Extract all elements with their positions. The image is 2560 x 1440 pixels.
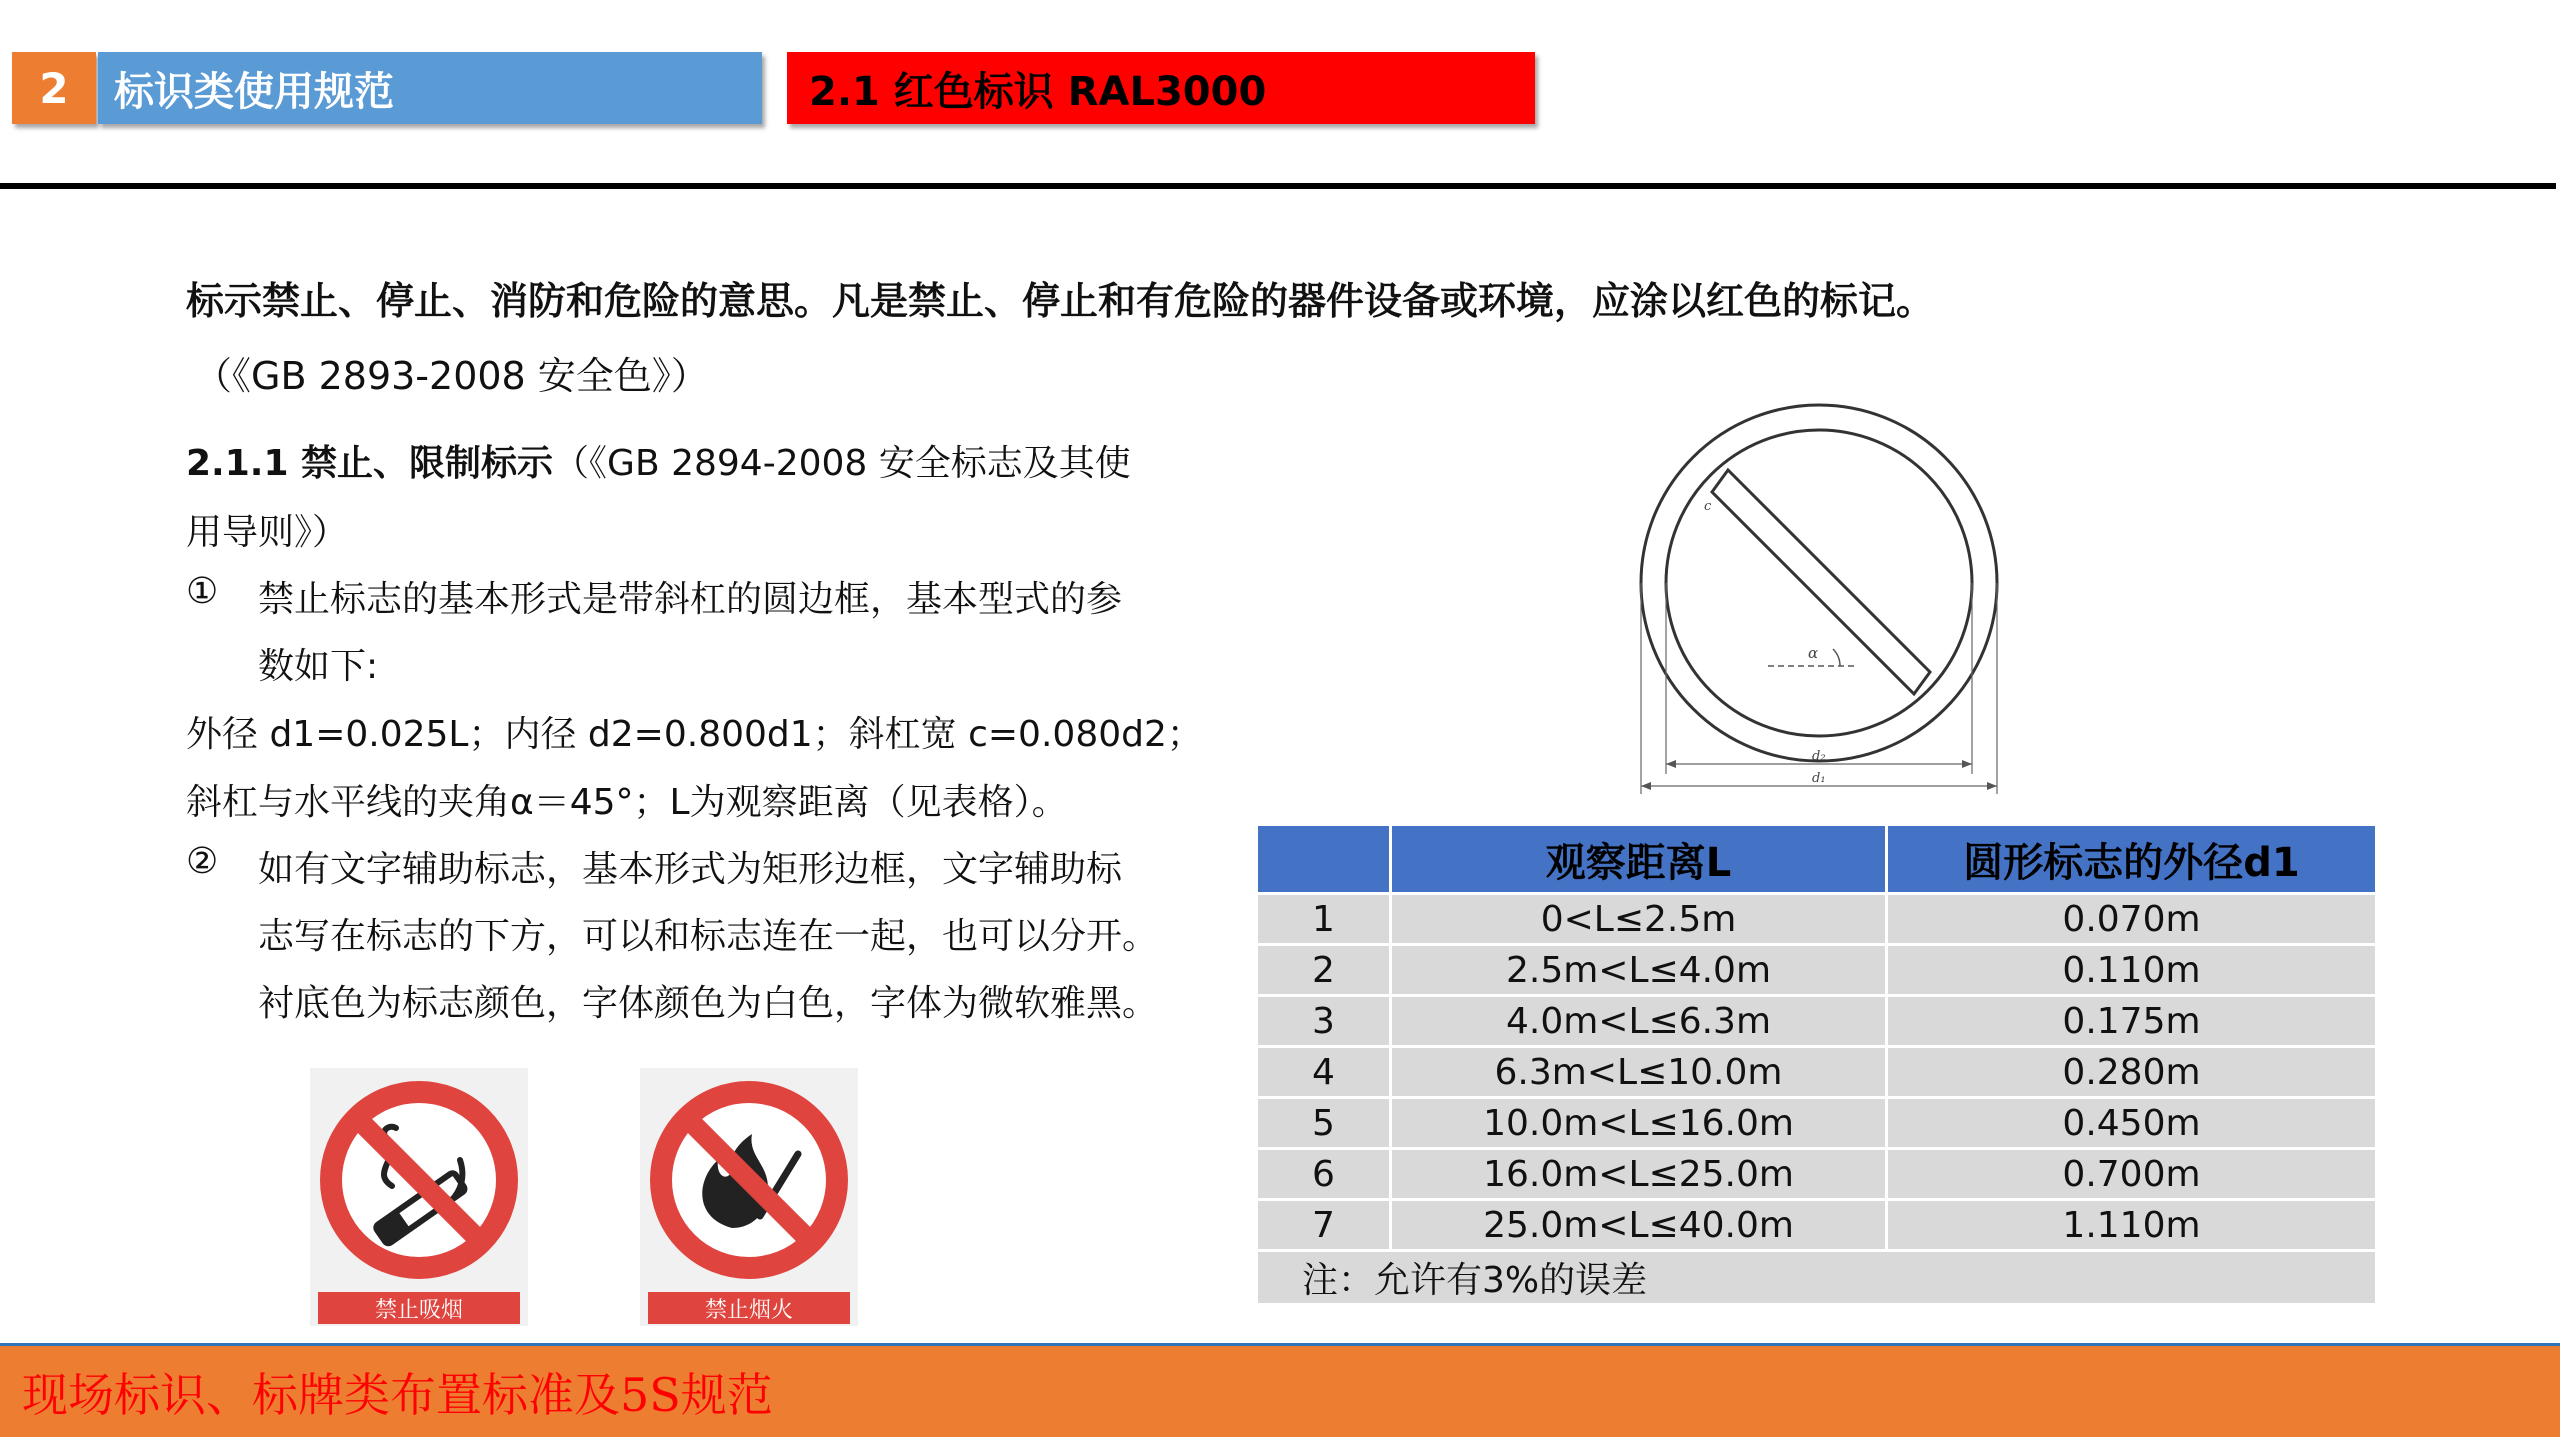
table-cell-distance: 10.0m<L≤16.0m [1391,1098,1887,1149]
item2-line1: 如有文字辅助标志，基本形式为矩形边框，文字辅助标 [258,849,1123,890]
table-cell-index: 4 [1257,1047,1391,1098]
table-cell-diameter: 0.700m [1887,1149,2377,1200]
table-cell-diameter: 0.110m [1887,945,2377,996]
item2-line2: 志写在标志的下方，可以和标志连在一起，也可以分开。 [258,916,1159,957]
table-cell-distance: 16.0m<L≤25.0m [1391,1149,1887,1200]
item1-marker: ① [186,571,219,612]
table-cell-index: 2 [1257,945,1391,996]
table-cell-index: 3 [1257,996,1391,1047]
item1-line2: 数如下: [258,646,379,687]
subsection-title: 2.1 红色标识 RAL3000 [787,52,1535,124]
table-cell-diameter: 0.175m [1887,996,2377,1047]
table-row [1257,894,2377,945]
table-row [1257,1149,2377,1200]
item2-marker: ② [186,841,219,882]
table-row [1257,1200,2377,1251]
label-d2: d₂ [1812,749,1826,764]
content-heading [186,435,1131,486]
section-number-badge: 2 [12,52,96,124]
table-row [1257,1047,2377,1098]
item2-line3: 衬底色为标志颜色，字体颜色为白色，字体为微软雅黑。 [258,983,1159,1024]
table-header-diameter: 圆形标志的外径d1 [1887,825,2377,894]
table-cell-distance: 4.0m<L≤6.3m [1391,996,1887,1047]
header-divider [0,183,2556,189]
item1-line1: 禁止标志的基本形式是带斜杠的圆边框，基本型式的参 [258,579,1123,620]
table-cell-index: 1 [1257,894,1391,945]
table-row [1257,996,2377,1047]
table-header-index [1257,825,1391,894]
content-heading-bold: 2.1.1 禁止、限制标示 [186,443,554,484]
content-heading-ref: （《GB 2894-2008 安全标志及其使 [553,443,1131,484]
table-note: 注：允许有3%的误差 [1257,1251,2377,1305]
intro-lead: 标示禁止、停止、消防和危险的意思。凡是禁止、停止和有危险的器件设备或环境，应涂以红色的标记。 [186,279,1935,323]
footer-banner [0,1343,2560,1437]
label-c: c [1704,499,1712,514]
sign-label: 禁止烟火 [648,1292,850,1324]
table-note-row [1257,1251,2377,1305]
content-heading-ref-cont: 用导则》） [186,512,349,553]
label-alpha: α [1808,644,1819,662]
table-row [1257,1098,2377,1149]
no-smoking-icon [310,1068,528,1292]
table-cell-diameter: 1.110m [1887,1200,2377,1251]
table-cell-distance: 0<L≤2.5m [1391,894,1887,945]
table-cell-index: 5 [1257,1098,1391,1149]
table-row [1257,945,2377,996]
table-cell-diameter: 0.450m [1887,1098,2377,1149]
distance-table [1255,823,2378,1306]
table-cell-index: 7 [1257,1200,1391,1251]
table-cell-diameter: 0.070m [1887,894,2377,945]
no-open-flame-sign [640,1068,858,1326]
table-header-distance: 观察距离L [1391,825,1887,894]
table-cell-index: 6 [1257,1149,1391,1200]
label-d1: d₁ [1812,771,1826,786]
section-title: 标识类使用规范 [98,52,762,124]
params-line1: 外径 d1=0.025L；内径 d2=0.800d1；斜杠宽 c=0.080d2； [186,714,1203,755]
params-line2: 斜杠与水平线的夹角α＝45°；L为观察距离（见表格）。 [186,782,1068,823]
table-header-row [1257,825,2377,894]
intro-standard-ref: （《GB 2893-2008 安全色》） [194,354,709,398]
no-open-flame-icon [640,1068,858,1292]
table-cell-distance: 2.5m<L≤4.0m [1391,945,1887,996]
prohibition-sign-diagram [1618,392,2020,804]
sign-label: 禁止吸烟 [318,1292,520,1324]
no-smoking-sign [310,1068,528,1326]
table-cell-distance: 6.3m<L≤10.0m [1391,1047,1887,1098]
table-cell-diameter: 0.280m [1887,1047,2377,1098]
footer-title: 现场标识、标牌类布置标准及5S规范 [22,1367,773,1422]
table-cell-distance: 25.0m<L≤40.0m [1391,1200,1887,1251]
